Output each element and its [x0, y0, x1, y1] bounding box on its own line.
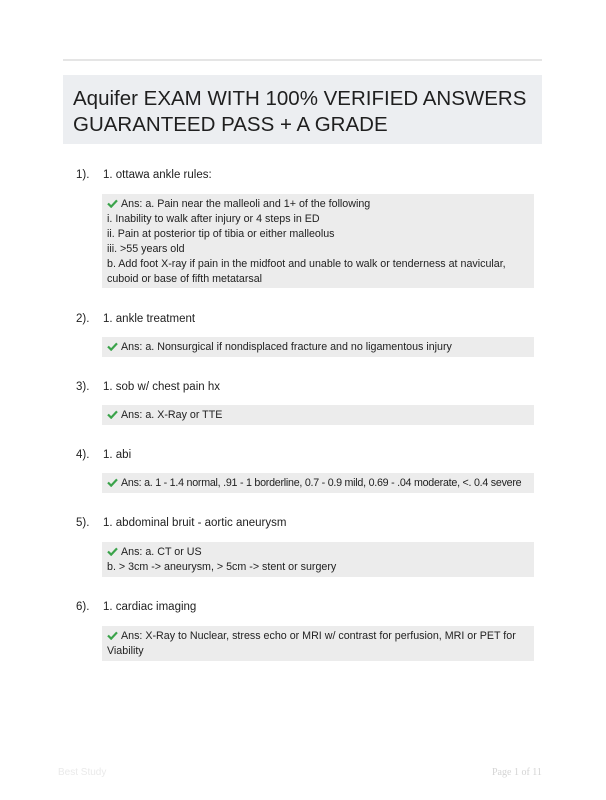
check-icon — [107, 410, 118, 419]
answer-line: iii. >55 years old — [107, 243, 185, 255]
question-number: 2). — [76, 313, 90, 325]
title-line-2: GUARANTEED PASS + A GRADE — [73, 113, 388, 136]
answer-line: b. > 3cm -> aneurysm, > 5cm -> stent or surgery — [107, 561, 337, 573]
document-title — [73, 86, 532, 138]
check-icon — [107, 342, 118, 351]
page-number: Page 1 of 11 — [492, 767, 542, 778]
answer-box — [102, 337, 534, 357]
answer-line: ii. Pain at posterior tip of tibia or either malleolus — [107, 228, 335, 240]
question-text: 1. sob w/ chest pain hx — [103, 381, 220, 393]
answer-box — [102, 542, 534, 577]
answer-line: b. Add foot X-ray if pain in the midfoot and unable to walk or tenderness at navicular, cuboid or base of fifth metatarsal — [107, 258, 506, 285]
top-divider — [63, 59, 542, 61]
title-line-1: Aquifer EXAM WITH 100% VERIFIED ANSWERS — [73, 87, 527, 110]
footer-watermark: Best Study — [58, 767, 107, 778]
question-text: 1. abi — [103, 449, 132, 461]
question-text: 1. ankle treatment — [103, 313, 196, 325]
question-number: 6). — [76, 601, 90, 613]
answer-line: Ans: a. 1 - 1.4 normal, .91 - 1 borderline, 0.7 - 0.9 mild, 0.69 - .04 moderate, <. 0.4 severe — [121, 477, 522, 489]
question-text: 1. ottawa ankle rules: — [103, 169, 212, 181]
question-number: 1). — [76, 169, 90, 181]
answer-box — [102, 194, 534, 288]
answer-box — [102, 473, 534, 493]
check-icon — [107, 547, 118, 556]
check-icon — [107, 631, 118, 640]
question-number: 3). — [76, 381, 90, 393]
answer-line: Ans: a. Nonsurgical if nondisplaced fracture and no ligamentous injury — [121, 341, 452, 353]
answer-box — [102, 626, 534, 661]
answer-line: i. Inability to walk after injury or 4 steps in ED — [107, 213, 320, 225]
answer-box — [102, 405, 534, 425]
title-banner — [63, 75, 542, 144]
answer-line: Ans: a. X-Ray or TTE — [121, 409, 223, 421]
answer-line: Ans: X-Ray to Nuclear, stress echo or MRI w/ contrast for perfusion, MRI or PET for Viability — [107, 630, 516, 657]
question-text: 1. cardiac imaging — [103, 601, 197, 613]
check-icon — [107, 199, 118, 208]
answer-line: Ans: a. CT or US — [121, 546, 202, 558]
question-text: 1. abdominal bruit - aortic aneurysm — [103, 517, 287, 529]
answer-line: Ans: a. Pain near the malleoli and 1+ of the following — [121, 198, 371, 210]
check-icon — [107, 478, 118, 487]
question-number: 4). — [76, 449, 90, 461]
question-number: 5). — [76, 517, 90, 529]
